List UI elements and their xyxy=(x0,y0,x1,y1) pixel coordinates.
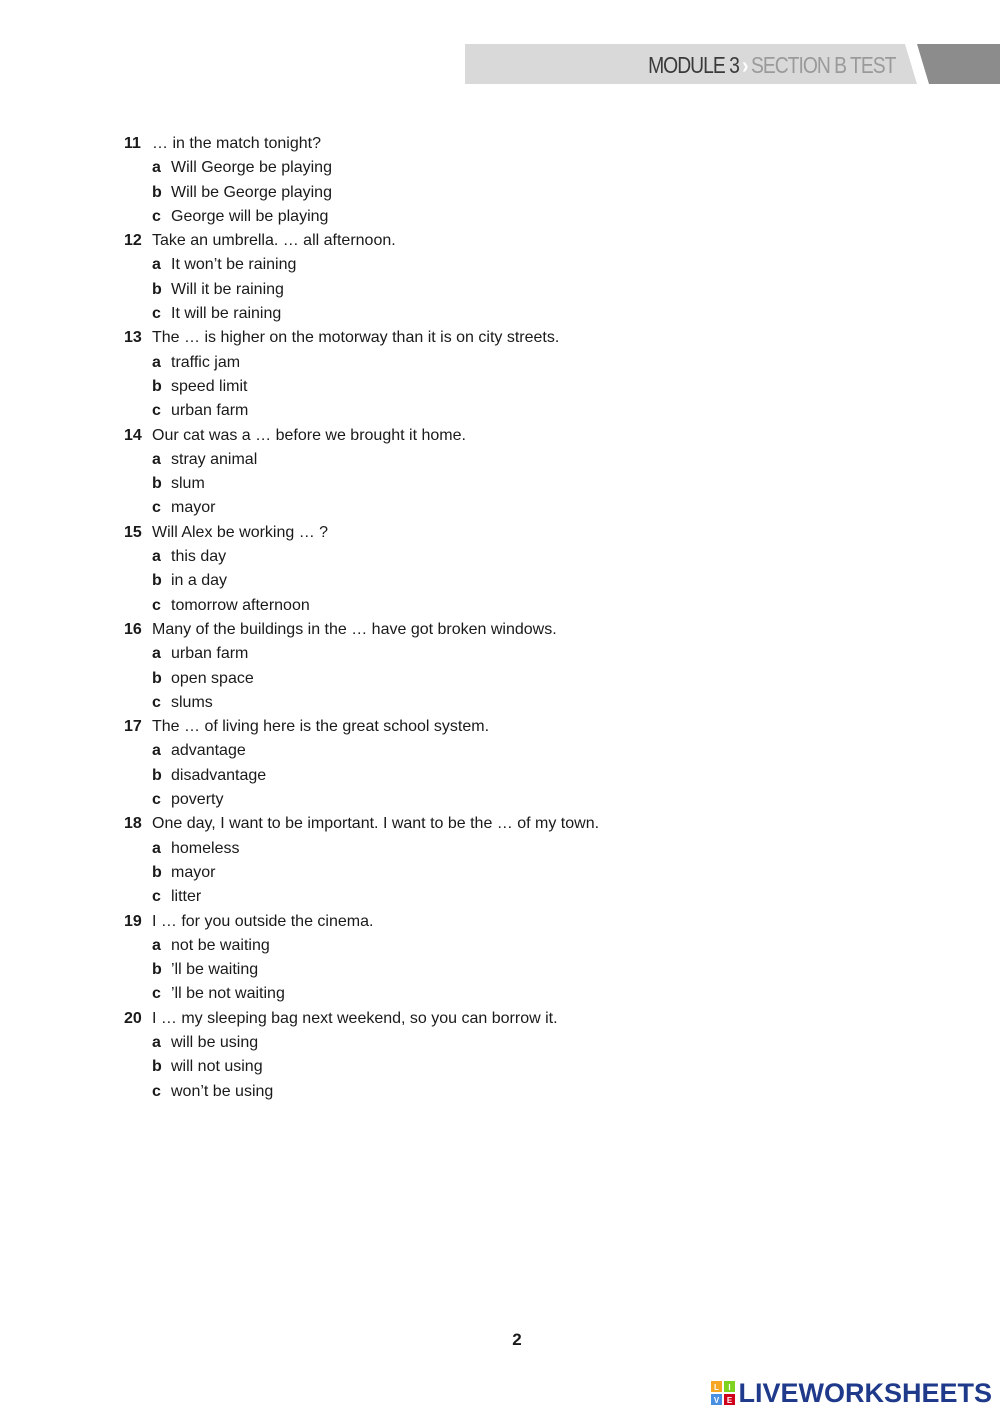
answer-option-15c[interactable] xyxy=(124,594,724,618)
option-letter: b xyxy=(152,475,162,493)
option-letter: c xyxy=(152,791,161,809)
answer-option-13a[interactable] xyxy=(124,351,724,375)
question-text: The … is higher on the motorway than it is on city streets. xyxy=(152,329,560,347)
answer-option-15b[interactable] xyxy=(124,569,724,593)
answer-option-17a[interactable] xyxy=(124,739,724,763)
header-banner xyxy=(465,44,1000,84)
question-text: Our cat was a … before we brought it home. xyxy=(152,426,466,444)
option-letter: a xyxy=(152,1033,161,1051)
answer-option-18a[interactable] xyxy=(124,837,724,861)
brand-logo[interactable] xyxy=(711,1377,992,1409)
option-letter: a xyxy=(152,936,161,954)
option-text: disadvantage xyxy=(171,766,267,784)
option-text: speed limit xyxy=(171,377,248,395)
option-letter: c xyxy=(152,596,161,614)
option-letter: c xyxy=(152,888,161,906)
option-letter: a xyxy=(152,548,161,566)
svg-text:V: V xyxy=(714,1396,720,1405)
question-text: Will Alex be working … ? xyxy=(152,523,329,541)
option-letter: b xyxy=(152,961,162,979)
question-list xyxy=(124,132,724,1104)
option-text: ’ll be not waiting xyxy=(171,985,285,1003)
answer-option-18b[interactable] xyxy=(124,861,724,885)
answer-option-16c[interactable] xyxy=(124,691,724,715)
option-letter: b xyxy=(152,863,162,881)
question-number: 13 xyxy=(124,329,142,347)
question-number: 18 xyxy=(124,815,142,833)
option-text: George will be playing xyxy=(171,207,329,225)
option-letter: c xyxy=(152,693,161,711)
answer-option-11b[interactable] xyxy=(124,181,724,205)
question-text: Many of the buildings in the … have got broken windows. xyxy=(152,620,557,638)
option-text: in a day xyxy=(171,572,228,590)
answer-option-16b[interactable] xyxy=(124,667,724,691)
option-text: not be waiting xyxy=(171,936,270,954)
option-letter: b xyxy=(152,669,162,687)
option-letter: c xyxy=(152,1082,161,1100)
option-text: ’ll be waiting xyxy=(171,961,259,979)
svg-text:L: L xyxy=(714,1383,720,1392)
answer-option-17c[interactable] xyxy=(124,788,724,812)
answer-option-12b[interactable] xyxy=(124,278,724,302)
question-11 xyxy=(124,132,724,156)
option-text: this day xyxy=(171,548,227,566)
option-text: urban farm xyxy=(171,645,249,663)
question-text: I … my sleeping bag next weekend, so you can borrow it. xyxy=(152,1009,558,1027)
chevron-right-icon: › xyxy=(741,51,748,78)
option-text: slum xyxy=(171,475,205,493)
option-text: won’t be using xyxy=(171,1082,274,1100)
option-text: Will George be playing xyxy=(171,159,332,177)
answer-option-20b[interactable] xyxy=(124,1055,724,1079)
option-text: Will be George playing xyxy=(171,183,332,201)
option-letter: b xyxy=(152,183,162,201)
option-letter: a xyxy=(152,450,161,468)
answer-option-20a[interactable] xyxy=(124,1031,724,1055)
option-text: open space xyxy=(171,669,254,687)
option-text: It won’t be raining xyxy=(171,256,297,274)
option-letter: a xyxy=(152,256,161,274)
module-label: MODULE 3 xyxy=(647,51,739,78)
question-text: One day, I want to be important. I want to be the … of my town. xyxy=(152,815,600,833)
answer-option-14a[interactable] xyxy=(124,448,724,472)
question-20 xyxy=(124,1007,724,1031)
option-text: urban farm xyxy=(171,402,249,420)
option-letter: c xyxy=(152,402,161,420)
svg-text:E: E xyxy=(727,1396,733,1405)
option-text: Will it be raining xyxy=(171,280,284,298)
question-13 xyxy=(124,326,724,350)
option-text: mayor xyxy=(171,499,216,517)
option-letter: a xyxy=(152,159,161,177)
question-text: Take an umbrella. … all afternoon. xyxy=(152,232,396,250)
option-text: will not using xyxy=(171,1058,263,1076)
page-number: 2 xyxy=(512,1330,522,1349)
option-letter: b xyxy=(152,377,162,395)
question-17 xyxy=(124,715,724,739)
option-letter: a xyxy=(152,839,161,857)
answer-option-12c[interactable] xyxy=(124,302,724,326)
option-text: advantage xyxy=(171,742,246,760)
option-letter: c xyxy=(152,305,161,323)
section-label: SECTION B TEST xyxy=(750,51,895,78)
answer-option-14b[interactable] xyxy=(124,472,724,496)
option-letter: b xyxy=(152,766,162,784)
answer-option-14c[interactable] xyxy=(124,496,724,520)
option-text: slums xyxy=(171,693,213,711)
question-text: I … for you outside the cinema. xyxy=(152,912,374,930)
option-text: mayor xyxy=(171,863,216,881)
liveworksheets-logo-icon xyxy=(711,1381,735,1405)
question-18 xyxy=(124,812,724,836)
answer-option-11c[interactable] xyxy=(124,205,724,229)
answer-option-18c[interactable] xyxy=(124,885,724,909)
question-number: 17 xyxy=(124,718,142,736)
option-letter: c xyxy=(152,985,161,1003)
question-16 xyxy=(124,618,724,642)
option-letter: a xyxy=(152,742,161,760)
option-text: poverty xyxy=(171,791,224,809)
question-number: 11 xyxy=(124,135,141,152)
answer-option-19b[interactable] xyxy=(124,958,724,982)
question-text: … in the match tonight? xyxy=(152,135,321,152)
question-number: 20 xyxy=(124,1009,142,1027)
option-text: tomorrow afternoon xyxy=(171,596,310,614)
question-number: 12 xyxy=(124,232,142,250)
question-19 xyxy=(124,910,724,934)
question-number: 14 xyxy=(124,426,142,444)
svg-text:I: I xyxy=(728,1383,732,1392)
option-text: It will be raining xyxy=(171,305,282,323)
option-text: stray animal xyxy=(171,450,258,468)
option-text: traffic jam xyxy=(171,353,241,371)
question-number: 19 xyxy=(124,912,142,930)
question-text: The … of living here is the great school system. xyxy=(152,718,490,736)
answer-option-13c[interactable] xyxy=(124,399,724,423)
answer-option-11a[interactable] xyxy=(124,156,724,180)
option-text: will be using xyxy=(171,1033,259,1051)
brand-name: LIVEWORKSHEETS xyxy=(738,1377,992,1408)
option-text: litter xyxy=(171,888,202,906)
answer-option-12a[interactable] xyxy=(124,253,724,277)
option-letter: a xyxy=(152,645,161,663)
option-letter: a xyxy=(152,353,161,371)
answer-option-15a[interactable] xyxy=(124,545,724,569)
question-15 xyxy=(124,521,724,545)
option-letter: b xyxy=(152,572,162,590)
option-letter: c xyxy=(152,499,161,517)
option-text: homeless xyxy=(171,839,240,857)
question-14 xyxy=(124,424,724,448)
option-letter: b xyxy=(152,280,162,298)
option-letter: c xyxy=(152,207,161,225)
answer-option-20c[interactable] xyxy=(124,1080,724,1104)
answer-option-13b[interactable] xyxy=(124,375,724,399)
answer-option-19a[interactable] xyxy=(124,934,724,958)
option-letter: b xyxy=(152,1058,162,1076)
answer-option-19c[interactable] xyxy=(124,982,724,1006)
question-number: 16 xyxy=(124,620,142,638)
question-number: 15 xyxy=(124,523,142,541)
answer-option-17b[interactable] xyxy=(124,764,724,788)
question-12 xyxy=(124,229,724,253)
header-title xyxy=(648,52,895,78)
answer-option-16a[interactable] xyxy=(124,642,724,666)
